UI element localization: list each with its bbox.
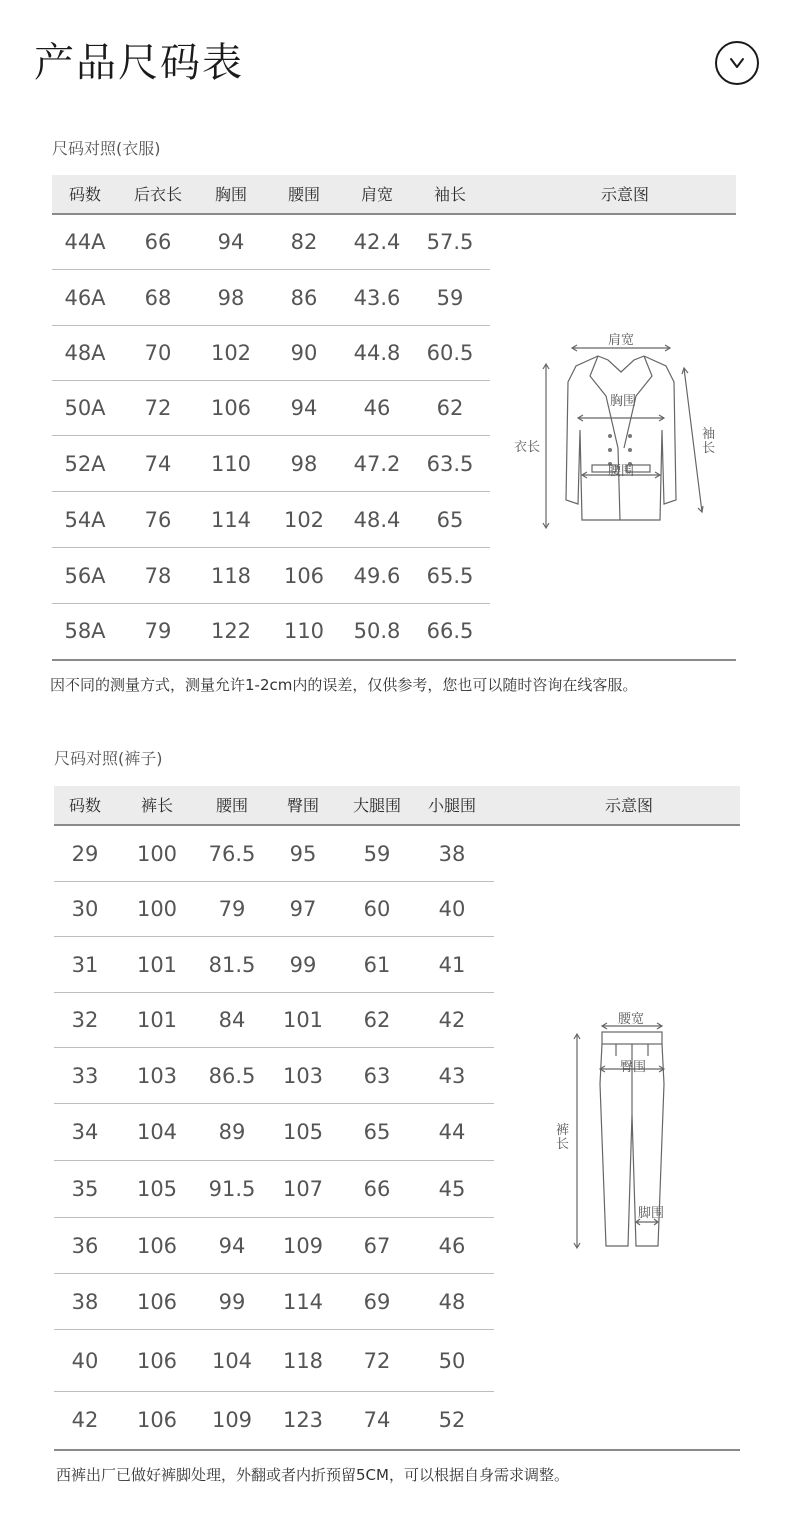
pants-cell: 61 bbox=[363, 953, 391, 977]
pants-cell: 107 bbox=[282, 1177, 324, 1201]
pants-cell: 76.5 bbox=[208, 842, 256, 866]
pants-cell: 79 bbox=[218, 897, 246, 921]
pants-cell: 101 bbox=[136, 953, 178, 977]
jacket-cell: 56A bbox=[64, 564, 106, 588]
jacket-table-header bbox=[52, 175, 736, 215]
jacket-table-bottom-rule bbox=[52, 659, 736, 661]
pants-table-header bbox=[54, 786, 740, 826]
jacket-diagram bbox=[510, 320, 725, 535]
jacket-cell: 60.5 bbox=[426, 341, 474, 365]
jacket-cell: 98 bbox=[217, 286, 245, 310]
pants-label-waist-width: 腰宽 bbox=[618, 1012, 645, 1027]
pants-header-calf: 小腿围 bbox=[427, 796, 476, 815]
jacket-header-sleeve: 袖长 bbox=[433, 185, 466, 204]
jacket-cell: 118 bbox=[210, 564, 252, 588]
pants-cell: 106 bbox=[136, 1408, 178, 1432]
jacket-table-row bbox=[52, 436, 490, 492]
pants-cell: 38 bbox=[71, 1290, 99, 1314]
pants-header-figure: 示意图 bbox=[604, 796, 653, 815]
jacket-cell: 78 bbox=[144, 564, 172, 588]
jacket-cell: 47.2 bbox=[353, 452, 401, 476]
pants-cell: 100 bbox=[136, 897, 178, 921]
pants-cell: 95 bbox=[289, 842, 317, 866]
jacket-label-length: 衣长 bbox=[514, 440, 541, 455]
pants-note: 西裤出厂已做好裤脚处理，外翻或者内折预留5CM，可以根据自身需求调整。 bbox=[56, 1466, 569, 1484]
jacket-cell: 72 bbox=[144, 396, 172, 420]
jacket-cell: 106 bbox=[210, 396, 252, 420]
jacket-cell: 50.8 bbox=[353, 619, 401, 643]
pants-table-row bbox=[54, 827, 494, 882]
pants-table-row bbox=[54, 1274, 494, 1330]
pants-cell: 52 bbox=[438, 1408, 466, 1432]
jacket-label-waist: 腰围 bbox=[608, 464, 635, 479]
jacket-cell: 68 bbox=[144, 286, 172, 310]
pants-cell: 109 bbox=[282, 1234, 324, 1258]
jacket-cell: 44A bbox=[64, 230, 106, 254]
jacket-cell: 49.6 bbox=[353, 564, 401, 588]
pants-cell: 105 bbox=[136, 1177, 178, 1201]
jacket-cell: 48.4 bbox=[353, 508, 401, 532]
pants-cell: 89 bbox=[218, 1120, 246, 1144]
pants-cell: 48 bbox=[438, 1290, 466, 1314]
pants-cell: 97 bbox=[289, 897, 317, 921]
pants-cell: 114 bbox=[282, 1290, 324, 1314]
pants-cell: 84 bbox=[218, 1008, 246, 1032]
jacket-header-waist: 腰围 bbox=[287, 185, 320, 204]
jacket-cell: 70 bbox=[144, 341, 172, 365]
jacket-cell: 94 bbox=[217, 230, 245, 254]
pants-table-row bbox=[54, 1104, 494, 1161]
jacket-label-shoulder: 肩宽 bbox=[608, 333, 635, 348]
jacket-section-title: 尺码对照(衣服) bbox=[52, 139, 161, 158]
jacket-cell: 50A bbox=[64, 396, 106, 420]
pants-cell: 63 bbox=[363, 1064, 391, 1088]
pants-header-thigh: 大腿围 bbox=[352, 796, 401, 815]
pants-cell: 44 bbox=[438, 1120, 466, 1144]
pants-header-waist: 腰围 bbox=[215, 796, 248, 815]
jacket-cell: 65 bbox=[436, 508, 464, 532]
pants-cell: 50 bbox=[438, 1349, 466, 1373]
pants-diagram bbox=[552, 1004, 682, 1254]
pants-cell: 100 bbox=[136, 842, 178, 866]
pants-label-hip: 臀围 bbox=[620, 1060, 647, 1075]
pants-table-row bbox=[54, 1048, 494, 1104]
chevron-down-icon bbox=[727, 53, 747, 73]
jacket-cell: 110 bbox=[210, 452, 252, 476]
jacket-table-row bbox=[52, 604, 490, 659]
pants-cell: 105 bbox=[282, 1120, 324, 1144]
jacket-cell: 76 bbox=[144, 508, 172, 532]
jacket-cell: 42.4 bbox=[353, 230, 401, 254]
pants-cell: 42 bbox=[71, 1408, 99, 1432]
jacket-cell: 46 bbox=[363, 396, 391, 420]
page-title: 产品尺码表 bbox=[34, 40, 244, 86]
pants-cell: 43 bbox=[438, 1064, 466, 1088]
pants-cell: 31 bbox=[71, 953, 99, 977]
pants-cell: 66 bbox=[363, 1177, 391, 1201]
pants-cell: 35 bbox=[71, 1177, 99, 1201]
jacket-header-back-length: 后衣长 bbox=[133, 185, 182, 204]
pants-section-title: 尺码对照(裤子) bbox=[54, 749, 163, 768]
pants-cell: 103 bbox=[282, 1064, 324, 1088]
jacket-header-chest: 胸围 bbox=[214, 185, 247, 204]
pants-cell: 99 bbox=[289, 953, 317, 977]
jacket-cell: 114 bbox=[210, 508, 252, 532]
pants-cell: 104 bbox=[136, 1120, 178, 1144]
jacket-table-row bbox=[52, 326, 490, 381]
jacket-label-chest: 胸围 bbox=[610, 394, 637, 409]
pants-cell: 41 bbox=[438, 953, 466, 977]
pants-cell: 60 bbox=[363, 897, 391, 921]
pants-table-row bbox=[54, 993, 494, 1048]
pants-cell: 69 bbox=[363, 1290, 391, 1314]
jacket-cell: 59 bbox=[436, 286, 464, 310]
jacket-cell: 52A bbox=[64, 452, 106, 476]
pants-cell: 74 bbox=[363, 1408, 391, 1432]
jacket-table-row bbox=[52, 270, 490, 326]
pants-cell: 45 bbox=[438, 1177, 466, 1201]
jacket-header-size: 码数 bbox=[68, 185, 101, 204]
collapse-button[interactable] bbox=[715, 41, 759, 85]
pants-cell: 32 bbox=[71, 1008, 99, 1032]
jacket-table-row bbox=[52, 215, 490, 270]
pants-cell: 42 bbox=[438, 1008, 466, 1032]
pants-cell: 101 bbox=[282, 1008, 324, 1032]
jacket-table-row bbox=[52, 492, 490, 548]
jacket-cell: 43.6 bbox=[353, 286, 401, 310]
pants-cell: 101 bbox=[136, 1008, 178, 1032]
pants-cell: 36 bbox=[71, 1234, 99, 1258]
pants-table-row bbox=[54, 882, 494, 937]
pants-cell: 62 bbox=[363, 1008, 391, 1032]
pants-label-length: 裤长 bbox=[556, 1123, 570, 1152]
pants-cell: 29 bbox=[71, 842, 99, 866]
jacket-header-shoulder: 肩宽 bbox=[360, 185, 393, 204]
pants-cell: 104 bbox=[211, 1349, 253, 1373]
pants-cell: 33 bbox=[71, 1064, 99, 1088]
jacket-header-figure: 示意图 bbox=[600, 185, 649, 204]
pants-cell: 72 bbox=[363, 1349, 391, 1373]
jacket-cell: 98 bbox=[290, 452, 318, 476]
pants-cell: 123 bbox=[282, 1408, 324, 1432]
jacket-cell: 94 bbox=[290, 396, 318, 420]
jacket-cell: 58A bbox=[64, 619, 106, 643]
jacket-label-sleeve: 袖长 bbox=[702, 427, 716, 456]
pants-table-row bbox=[54, 937, 494, 993]
pants-cell: 30 bbox=[71, 897, 99, 921]
jacket-cell: 90 bbox=[290, 341, 318, 365]
pants-header-length: 裤长 bbox=[140, 796, 173, 815]
jacket-cell: 102 bbox=[283, 508, 325, 532]
pants-header-size: 码数 bbox=[68, 796, 101, 815]
pants-cell: 91.5 bbox=[208, 1177, 256, 1201]
pants-cell: 67 bbox=[363, 1234, 391, 1258]
jacket-cell: 74 bbox=[144, 452, 172, 476]
pants-header-hip: 臀围 bbox=[286, 796, 319, 815]
jacket-cell: 57.5 bbox=[426, 230, 474, 254]
pants-label-hem: 脚围 bbox=[638, 1206, 665, 1221]
jacket-note: 因不同的测量方式，测量允许1-2cm内的误差，仅供参考，您也可以随时咨询在线客服。 bbox=[50, 676, 638, 694]
jacket-table-row bbox=[52, 548, 490, 604]
jacket-cell: 44.8 bbox=[353, 341, 401, 365]
pants-cell: 109 bbox=[211, 1408, 253, 1432]
jacket-table-row bbox=[52, 381, 490, 436]
pants-table-bottom-rule bbox=[54, 1449, 740, 1451]
pants-table-row bbox=[54, 1161, 494, 1218]
jacket-sketch bbox=[510, 320, 725, 535]
pants-cell: 99 bbox=[218, 1290, 246, 1314]
pants-cell: 103 bbox=[136, 1064, 178, 1088]
pants-cell: 106 bbox=[136, 1234, 178, 1258]
jacket-cell: 48A bbox=[64, 341, 106, 365]
pants-table-row bbox=[54, 1330, 494, 1392]
pants-cell: 46 bbox=[438, 1234, 466, 1258]
jacket-cell: 106 bbox=[283, 564, 325, 588]
pants-cell: 40 bbox=[438, 897, 466, 921]
jacket-cell: 66.5 bbox=[426, 619, 474, 643]
pants-cell: 118 bbox=[282, 1349, 324, 1373]
jacket-cell: 86 bbox=[290, 286, 318, 310]
pants-cell: 59 bbox=[363, 842, 391, 866]
jacket-cell: 66 bbox=[144, 230, 172, 254]
jacket-cell: 122 bbox=[210, 619, 252, 643]
pants-cell: 106 bbox=[136, 1349, 178, 1373]
jacket-cell: 62 bbox=[436, 396, 464, 420]
jacket-cell: 54A bbox=[64, 508, 106, 532]
pants-cell: 94 bbox=[218, 1234, 246, 1258]
pants-cell: 38 bbox=[438, 842, 466, 866]
pants-table-row bbox=[54, 1218, 494, 1274]
pants-table-row bbox=[54, 1392, 494, 1449]
pants-cell: 106 bbox=[136, 1290, 178, 1314]
jacket-cell: 102 bbox=[210, 341, 252, 365]
pants-cell: 86.5 bbox=[208, 1064, 256, 1088]
jacket-cell: 63.5 bbox=[426, 452, 474, 476]
pants-cell: 34 bbox=[71, 1120, 99, 1144]
jacket-cell: 82 bbox=[290, 230, 318, 254]
jacket-cell: 79 bbox=[144, 619, 172, 643]
jacket-cell: 65.5 bbox=[426, 564, 474, 588]
pants-cell: 40 bbox=[71, 1349, 99, 1373]
jacket-cell: 110 bbox=[283, 619, 325, 643]
jacket-cell: 46A bbox=[64, 286, 106, 310]
pants-cell: 81.5 bbox=[208, 953, 256, 977]
pants-cell: 65 bbox=[363, 1120, 391, 1144]
